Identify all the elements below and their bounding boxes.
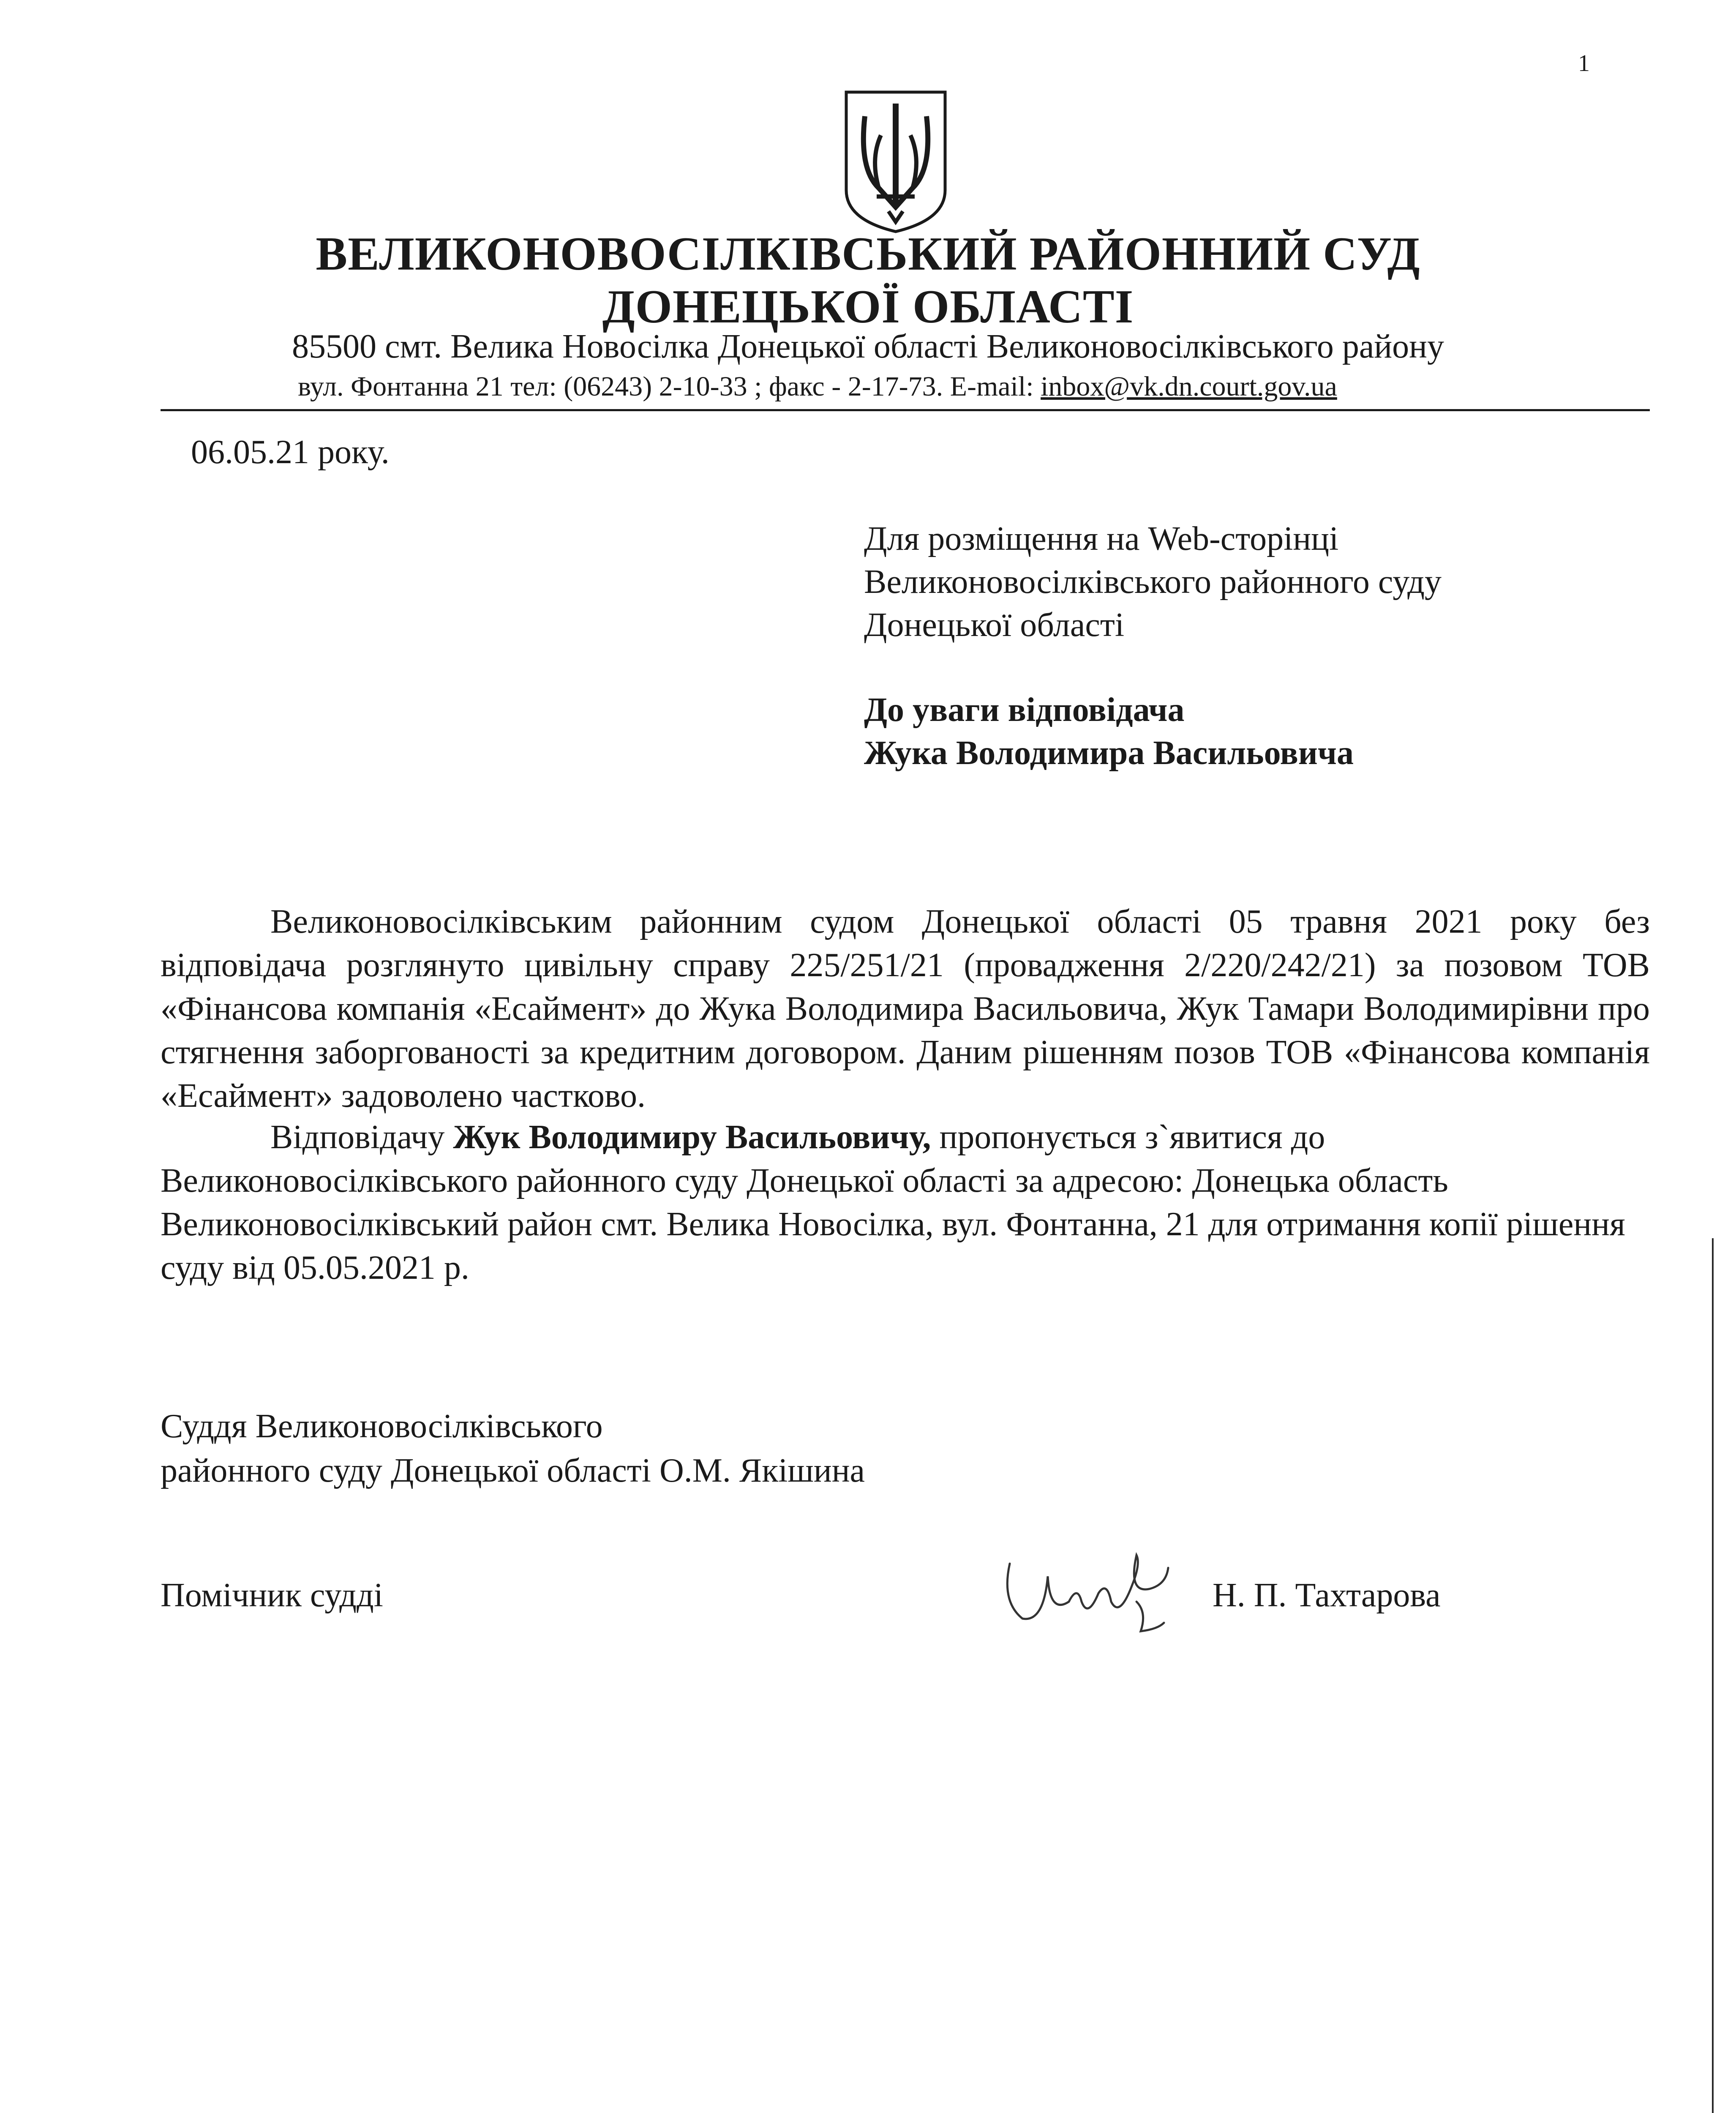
signature-icon xyxy=(997,1538,1175,1648)
judge-title: Суддя Великоновосілківського xyxy=(161,1408,603,1445)
court-name: ВЕЛИКОНОВОСІЛКІВСЬКИЙ РАЙОННИЙ СУД xyxy=(316,228,1420,280)
attention-line: Жука Володимира Васильовича xyxy=(864,734,1354,772)
paragraph-prefix: Відповідачу xyxy=(270,1119,453,1156)
recipient-line: Для розміщення на Web-сторінці xyxy=(864,520,1339,557)
judge-name: районного суду Донецької області О.М. Якішина xyxy=(161,1452,865,1489)
paragraph-text xyxy=(161,1116,1650,1290)
body-paragraph xyxy=(161,900,1650,1118)
court-contacts xyxy=(298,373,1337,401)
page-number: 1 xyxy=(1578,50,1590,76)
court-address: 85500 смт. Велика Новосілка Донецької області Великоновосілківського району xyxy=(292,328,1444,365)
assistant-name: Н. П. Тахтарова xyxy=(1213,1577,1441,1614)
scan-edge-line xyxy=(1712,1238,1714,2113)
court-region: ДОНЕЦЬКОЇ ОБЛАСТІ xyxy=(602,281,1134,333)
assistant-label: Помічник судді xyxy=(161,1577,383,1614)
document-date: 06.05.21 року. xyxy=(191,434,390,471)
recipient-line: Великоновосілківського районного суду xyxy=(864,563,1442,601)
coat-of-arms-icon xyxy=(839,85,953,237)
paragraph-rest: пропонується з`явитися до Великоновосілківського районного суду Донецької області за адресою: Донецька область Великоновосілківський район смт. Велика Новосілка, вул. Фонтанна, 21 для отримання копії рішення суду від 05.05.2021 р. xyxy=(161,1119,1625,1286)
attention-line: До уваги відповідача xyxy=(864,691,1185,729)
defendant-name: Жук Володимиру Васильовичу, xyxy=(453,1119,931,1156)
body-paragraph xyxy=(161,1116,1650,1290)
email-link[interactable]: inbox@vk.dn.court.gov.ua xyxy=(1041,371,1337,402)
contacts-text: вул. Фонтанна 21 тел: (06243) 2-10-33 ; факс - 2-17-73. E-mail: xyxy=(298,371,1041,402)
header-divider xyxy=(161,409,1650,411)
paragraph-text: Великоновосілківським районним судом Донецької області 05 травня 2021 року без відповідача розглянуто цивільну справу 225/251/21 (провадження 2/220/242/21) за позовом ТОВ «Фінансова компанія «Есаймент» до Жука Володимира Васильовича, Жук Тамари Володимирівни про стягнення заборгованості за кредитним договором. Даним рішенням позов ТОВ «Фінансова компанія «Есаймент» задоволено частково. xyxy=(161,903,1650,1114)
recipient-line: Донецької області xyxy=(864,606,1125,644)
